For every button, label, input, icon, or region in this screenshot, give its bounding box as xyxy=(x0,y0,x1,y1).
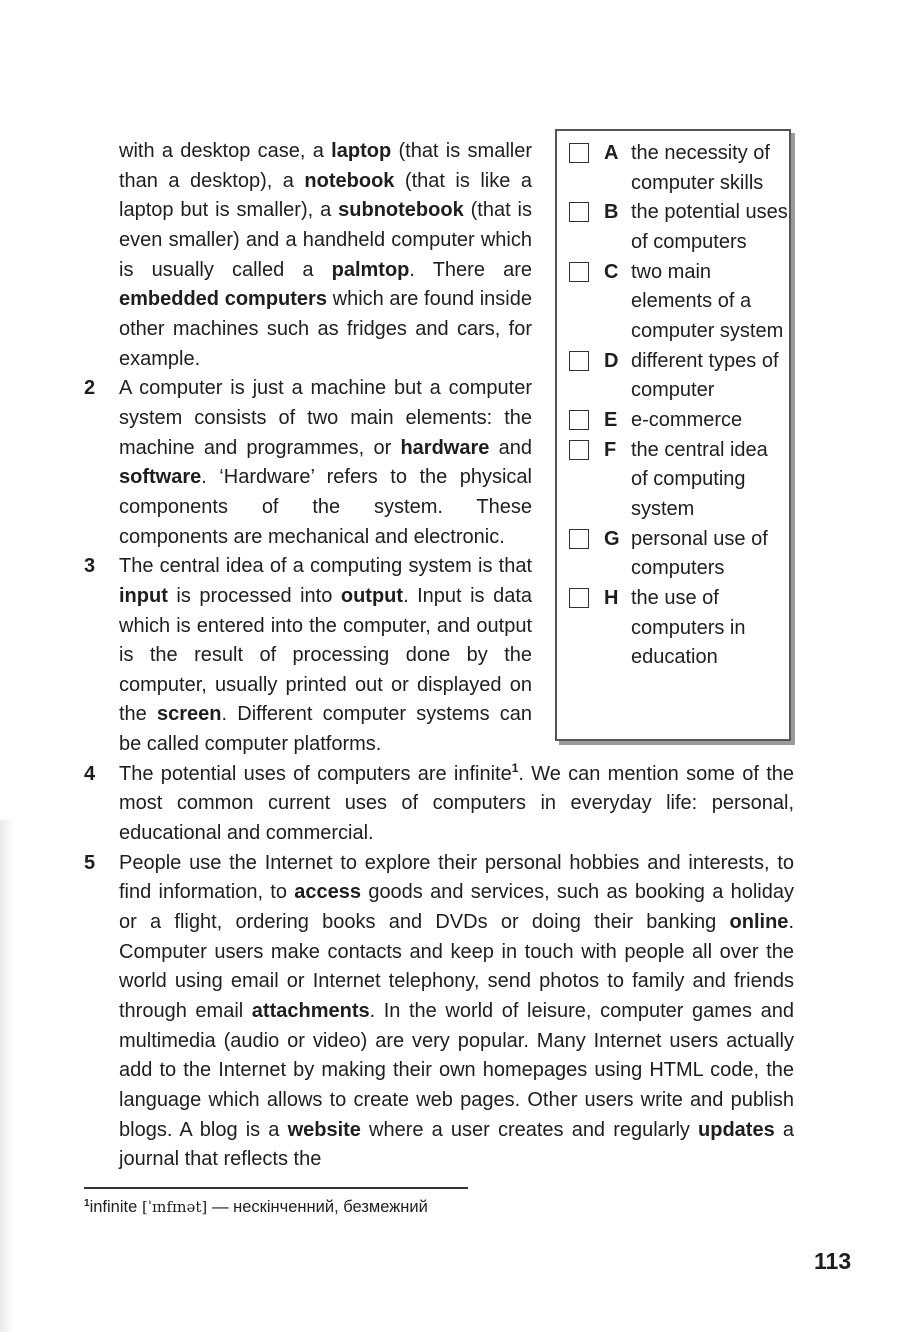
paragraph-5 xyxy=(84,849,794,1175)
text-run: is processed into xyxy=(167,584,341,607)
footnote-word: infinite xyxy=(89,1198,138,1216)
footnote-transcription: [ˈɪnfɪnət] xyxy=(137,1198,213,1216)
paragraph-1-continued xyxy=(84,137,532,374)
text-run: . ‘Hardware’ refers to the physical components of the system. These components are mechanical and electronic. xyxy=(119,466,532,548)
text-run: which are found inside other machines such as fridges and cars, for example. xyxy=(119,288,532,370)
keyword: screen xyxy=(157,703,222,726)
main-text xyxy=(84,137,794,1175)
text-run: People use the Internet to explore their personal hobbies and interests, to find information, to xyxy=(119,851,794,904)
option-letter: G xyxy=(604,527,620,550)
option-letter: D xyxy=(604,349,619,372)
paragraph-2 xyxy=(84,374,532,552)
keyword: laptop xyxy=(331,140,392,162)
text-run: (that is smaller than a desktop), a xyxy=(119,140,532,192)
text-run: . Computer users make contacts and keep in touch with people all over the world using email or Internet telephony, send photos to family and friends through email xyxy=(119,911,794,1023)
footnote-separator xyxy=(84,1187,468,1189)
keyword: website xyxy=(287,1118,361,1141)
keyword: subnotebook xyxy=(338,199,464,222)
paragraph-number: 3 xyxy=(84,555,96,578)
text-run: (that is even smaller) and a handheld computer which is usually called a xyxy=(119,199,532,281)
page-number: 113 xyxy=(814,1248,852,1274)
text-run: with a desktop case, a xyxy=(119,140,332,162)
footnote-number: 1 xyxy=(84,1198,90,1209)
text-run: The central idea of a computing system is that xyxy=(119,555,532,578)
paragraph-number: 2 xyxy=(84,377,96,400)
option-text: different types of computer xyxy=(631,349,779,402)
option-letter: H xyxy=(604,586,619,609)
text-run: goods and services, such as booking a holiday or a flight, ordering books and DVDs or doing their banking xyxy=(119,881,794,934)
keyword: attachments xyxy=(251,1000,370,1023)
text-run: The potential uses of computers are infinite xyxy=(119,762,512,785)
text-run: . There are xyxy=(409,258,532,281)
paragraph-number: 5 xyxy=(84,851,96,874)
option-text: the necessity of computer skills xyxy=(631,142,770,194)
option-text: two main elements of a computer system xyxy=(631,260,784,342)
text-run: and xyxy=(489,436,532,459)
keyword: palmtop xyxy=(331,258,410,281)
paragraph-3 xyxy=(84,552,532,760)
text-run: A computer is just a machine but a computer system consists of two main elements: the machine and programmes, or xyxy=(119,377,532,459)
text-run: . Input is data which is entered into the computer, and output is the result of processing done by the computer, usually printed out or displayed on the xyxy=(119,584,532,726)
footnote-translation: — нескінченний, безмежний xyxy=(212,1198,428,1216)
keyword: updates xyxy=(698,1118,775,1141)
footnote-marker: 1 xyxy=(511,760,519,775)
text-run: where a user creates and regularly xyxy=(360,1118,699,1141)
keyword: online xyxy=(729,911,789,934)
text-run: . Different computer systems can be called computer platforms. xyxy=(119,703,533,756)
option-letter: A xyxy=(604,142,619,164)
text-run: . In the world of leisure, computer games and multimedia (audio or video) are very popular. Many Internet users actually add to the Internet by making their own homepages using HTML code, the language which allows to create web pages. Other users write and publish blogs. A blog is a xyxy=(119,1000,794,1141)
keyword: output xyxy=(340,584,404,607)
option-text: personal use of computers xyxy=(631,527,768,580)
option-text: the central idea of computing system xyxy=(631,438,768,520)
text-run: a journal that reflects the xyxy=(119,1118,794,1171)
keyword: hardware xyxy=(400,436,490,459)
keyword: access xyxy=(294,881,362,904)
option-letter: E xyxy=(604,408,618,431)
option-letter: B xyxy=(604,201,619,224)
paragraph-4 xyxy=(84,760,794,849)
keyword: software xyxy=(119,466,202,489)
keyword: embedded computers xyxy=(119,288,327,311)
option-letter: C xyxy=(604,260,619,283)
option-text: the potential uses of computers xyxy=(631,201,788,253)
keyword: notebook xyxy=(304,169,395,192)
text-run: . We can mention some of the most common current uses of computers in everyday life: personal, educational and commercial. xyxy=(119,762,795,845)
keyword: input xyxy=(119,584,168,607)
option-text: the use of computers in education xyxy=(631,586,746,669)
paragraph-number: 4 xyxy=(84,762,96,785)
page-edge-shadow xyxy=(0,820,14,1332)
option-letter: F xyxy=(604,438,617,461)
text-run: (that is like a laptop but is smaller), a xyxy=(119,169,532,222)
option-text: e-commerce xyxy=(631,408,743,431)
footnote xyxy=(84,1196,428,1218)
